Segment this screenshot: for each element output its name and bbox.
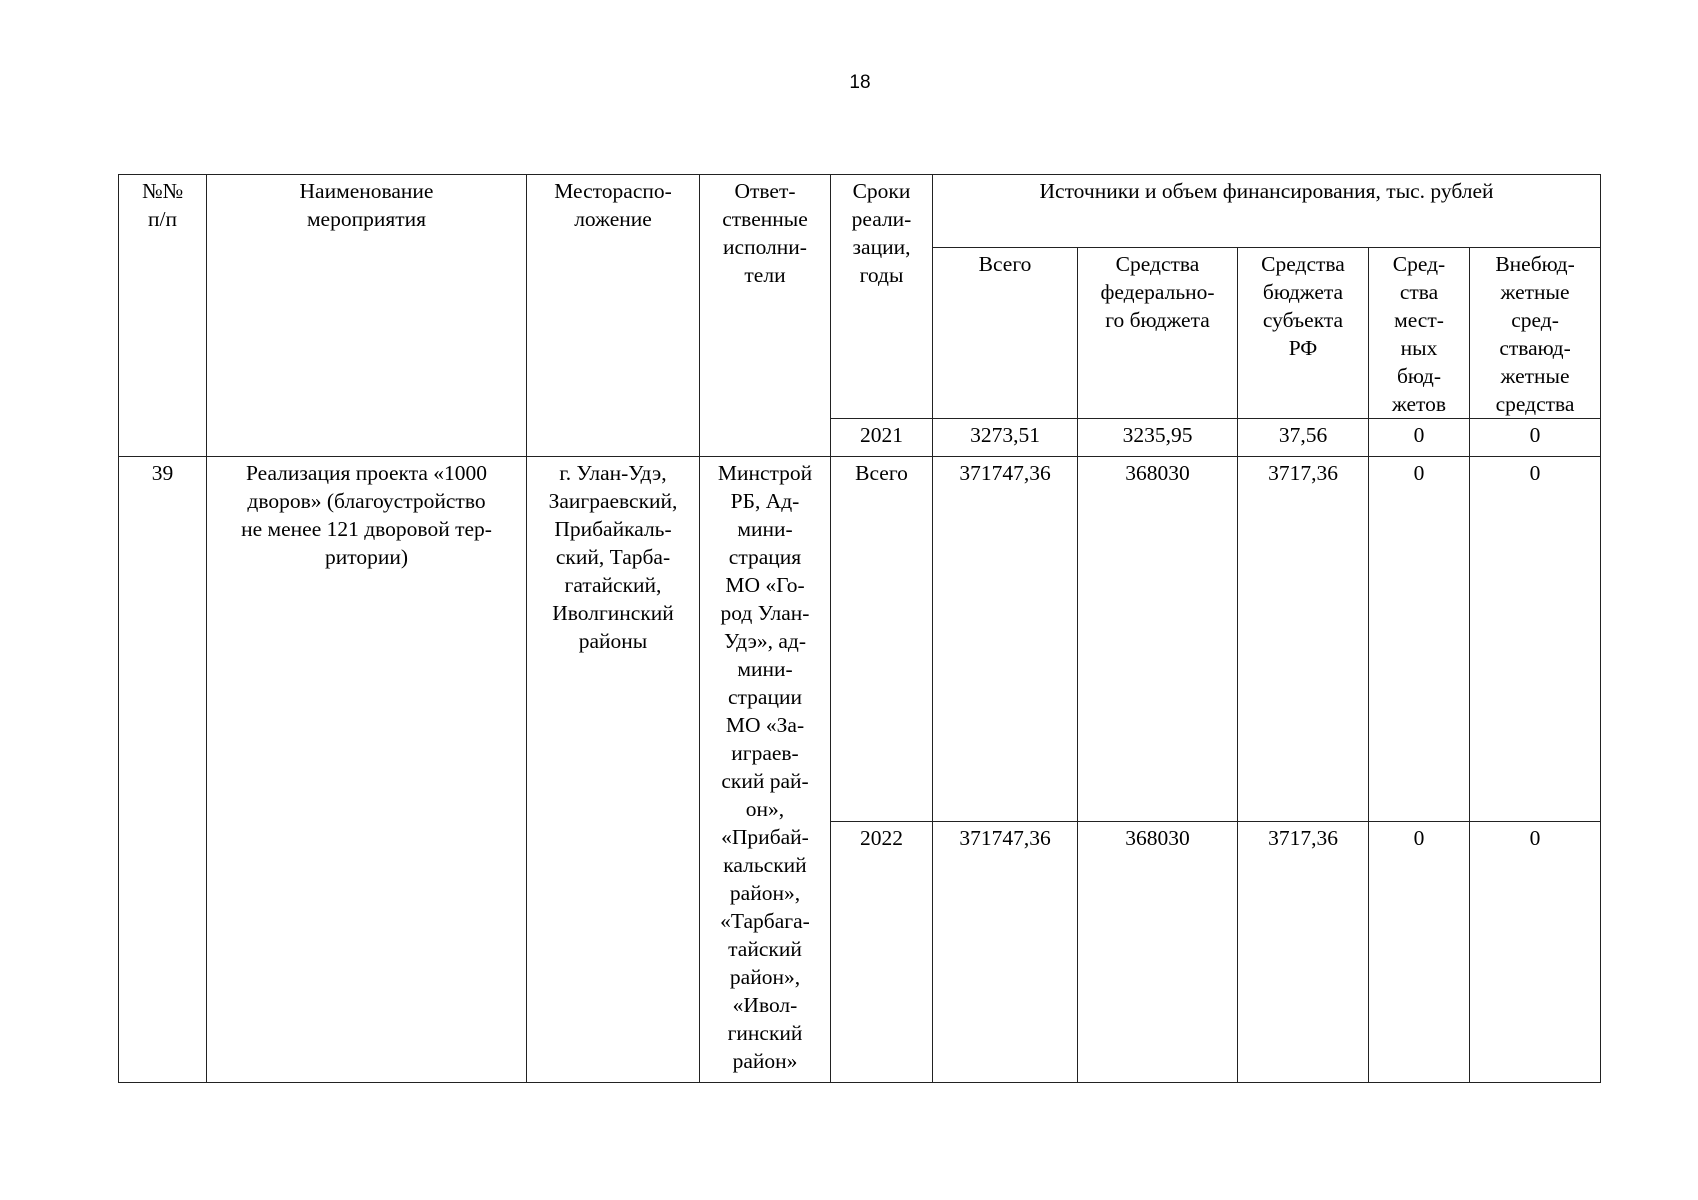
prev-total: 3273,51 xyxy=(933,419,1078,457)
item-local: 0 xyxy=(1369,457,1470,822)
header-row xyxy=(119,175,1601,248)
header-total: Всего xyxy=(933,248,1078,419)
prev-federal: 3235,95 xyxy=(1078,419,1238,457)
header-location: Местораспо- ложение xyxy=(527,175,700,457)
item-regional: 3717,36 xyxy=(1238,457,1369,822)
header-sources: Источники и объем финансирования, тыс. рублей xyxy=(933,175,1601,248)
item-federal: 368030 xyxy=(1078,457,1238,822)
header-responsible: Ответ- ственные исполни- тели xyxy=(700,175,831,457)
item-extra: 0 xyxy=(1470,822,1601,1083)
page-number: 18 xyxy=(849,72,871,93)
header-local: Сред- ства мест- ных бюд- жетов xyxy=(1369,248,1470,419)
header-extra: Внебюд- жетные сред- стваюд- жетные средства xyxy=(1470,248,1601,419)
item-num: 39 xyxy=(119,457,207,1083)
item-extra: 0 xyxy=(1470,457,1601,822)
header-terms: Сроки реали- зации, годы xyxy=(831,175,933,419)
item-regional: 3717,36 xyxy=(1238,822,1369,1083)
item-responsible: Минстрой РБ, Ад- мини- страция МО «Го- род Улан- Удэ», ад- мини- страции МО «За- играев- ский рай- он», «Прибай- кальский район», «Тарбага- тайский район», «Ивол- гинский район» xyxy=(700,457,831,1083)
financing-table xyxy=(118,174,1601,1083)
header-name: Наименование мероприятия xyxy=(207,175,527,457)
prev-regional: 37,56 xyxy=(1238,419,1369,457)
item-total: 371747,36 xyxy=(933,457,1078,822)
prev-local: 0 xyxy=(1369,419,1470,457)
prev-extra: 0 xyxy=(1470,419,1601,457)
item-term: Всего xyxy=(831,457,933,822)
item-name: Реализация проекта «1000 дворов» (благоустройство не менее 121 дворовой тер- ритории) xyxy=(207,457,527,1083)
item-local: 0 xyxy=(1369,822,1470,1083)
item-term: 2022 xyxy=(831,822,933,1083)
header-num: №№ п/п xyxy=(119,175,207,457)
header-regional: Средства бюджета субъекта РФ xyxy=(1238,248,1369,419)
header-federal: Средства федерально- го бюджета xyxy=(1078,248,1238,419)
item-federal: 368030 xyxy=(1078,822,1238,1083)
prev-year: 2021 xyxy=(831,419,933,457)
item-location: г. Улан-Удэ, Заиграевский, Прибайкаль- ский, Тарба- гатайский, Иволгинский районы xyxy=(527,457,700,1083)
item-total: 371747,36 xyxy=(933,822,1078,1083)
table-row xyxy=(119,457,1601,822)
